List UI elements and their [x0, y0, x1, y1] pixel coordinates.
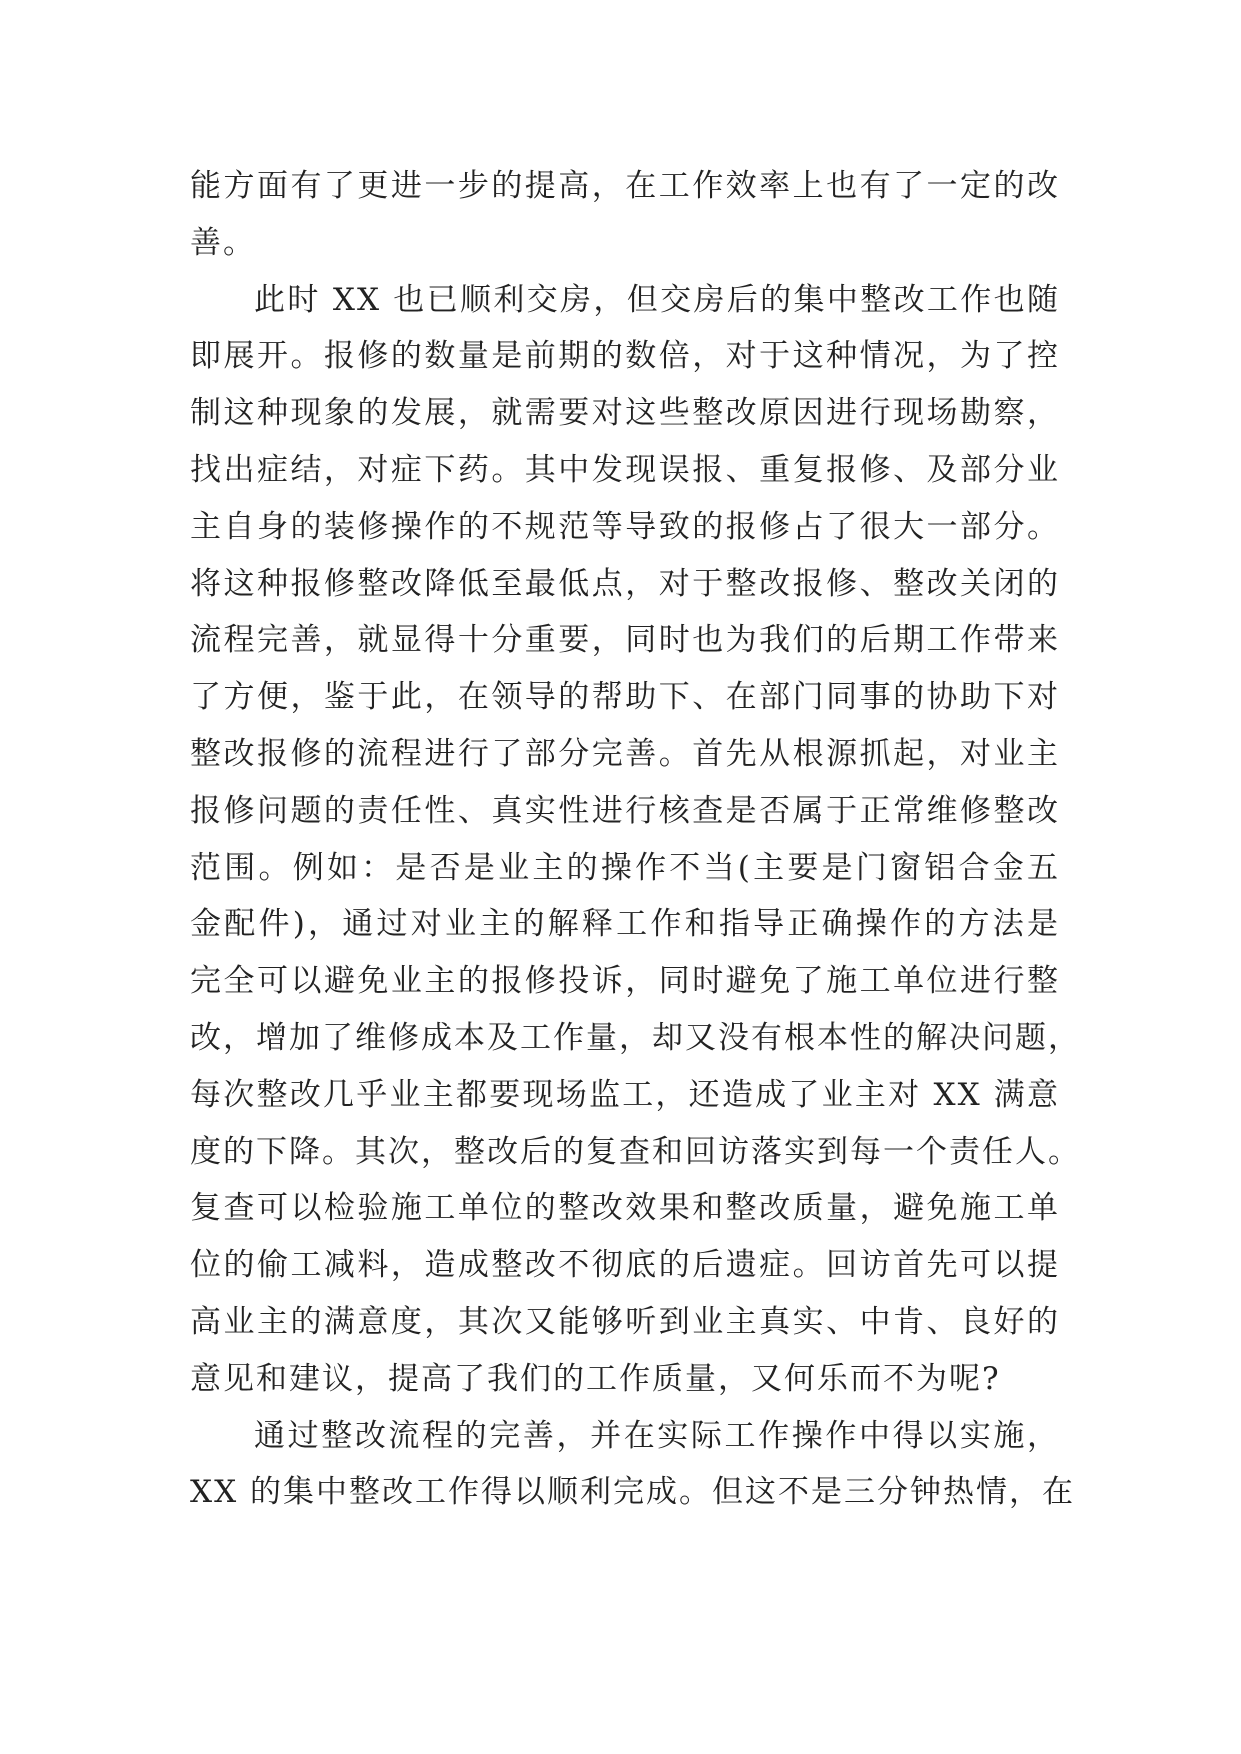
text-line: 流程完善，就显得十分重要，同时也为我们的后期工作带来 [190, 622, 1060, 659]
text-line: 找出症结，对症下药。其中发现误报、重复报修、及部分业 [190, 451, 1060, 488]
text-line: 将这种报修整改降低至最低点，对于整改报修、整改关闭的 [190, 565, 1060, 602]
text-line: 复查可以检验施工单位的整改效果和整改质量，避免施工单 [190, 1190, 1060, 1227]
text-line: 每次整改几乎业主都要现场监工，还造成了业主对 XX 满意 [190, 1076, 1060, 1113]
text-line: 制这种现象的发展，就需要对这些整改原因进行现场勘察， [190, 395, 1060, 432]
text-line: 完全可以避免业主的报修投诉，同时避免了施工单位进行整 [190, 963, 1060, 1000]
text-line: 位的偷工减料，造成整改不彻底的后遗症。回访首先可以提 [190, 1247, 1060, 1284]
paragraph-first-line: 通过整改流程的完善，并在实际工作操作中得以实施， [254, 1417, 1060, 1454]
text-line: 意见和建议，提高了我们的工作质量，又何乐而不为呢? [190, 1360, 1001, 1397]
paragraph-first-line: 此时 XX 也已顺利交房，但交房后的集中整改工作也随 [254, 281, 1060, 318]
text-line: 整改报修的流程进行了部分完善。首先从根源抓起，对业主 [190, 735, 1060, 772]
text-line: 能方面有了更进一步的提高，在工作效率上也有了一定的改 [190, 168, 1060, 204]
text-line: 金配件)，通过对业主的解释工作和指导正确操作的方法是 [190, 906, 1060, 943]
text-line: 善。 [190, 224, 256, 261]
text-line: 了方便，鉴于此，在领导的帮助下、在部门同事的协助下对 [190, 679, 1060, 716]
text-line: 主自身的装修操作的不规范等导致的报修占了很大一部分。 [190, 508, 1060, 545]
text-line: 度的下降。其次，整改后的复查和回访落实到每一个责任人。 [190, 1133, 1081, 1170]
body-text [190, 158, 1081, 1521]
text-line: 即展开。报修的数量是前期的数倍，对于这种情况，为了控 [190, 338, 1060, 375]
text-line: 改，增加了维修成本及工作量，却又没有根本性的解决问题， [190, 1019, 1081, 1056]
text-line: 报修问题的责任性、真实性进行核查是否属于正常维修整改 [190, 792, 1060, 829]
text-line: 高业主的满意度，其次又能够听到业主真实、中肯、良好的 [190, 1303, 1060, 1340]
text-line: XX 的集中整改工作得以顺利完成。但这不是三分钟热情，在 [190, 1474, 1075, 1511]
text-line: 范围。例如：是否是业主的操作不当(主要是门窗铝合金五 [190, 849, 1060, 886]
